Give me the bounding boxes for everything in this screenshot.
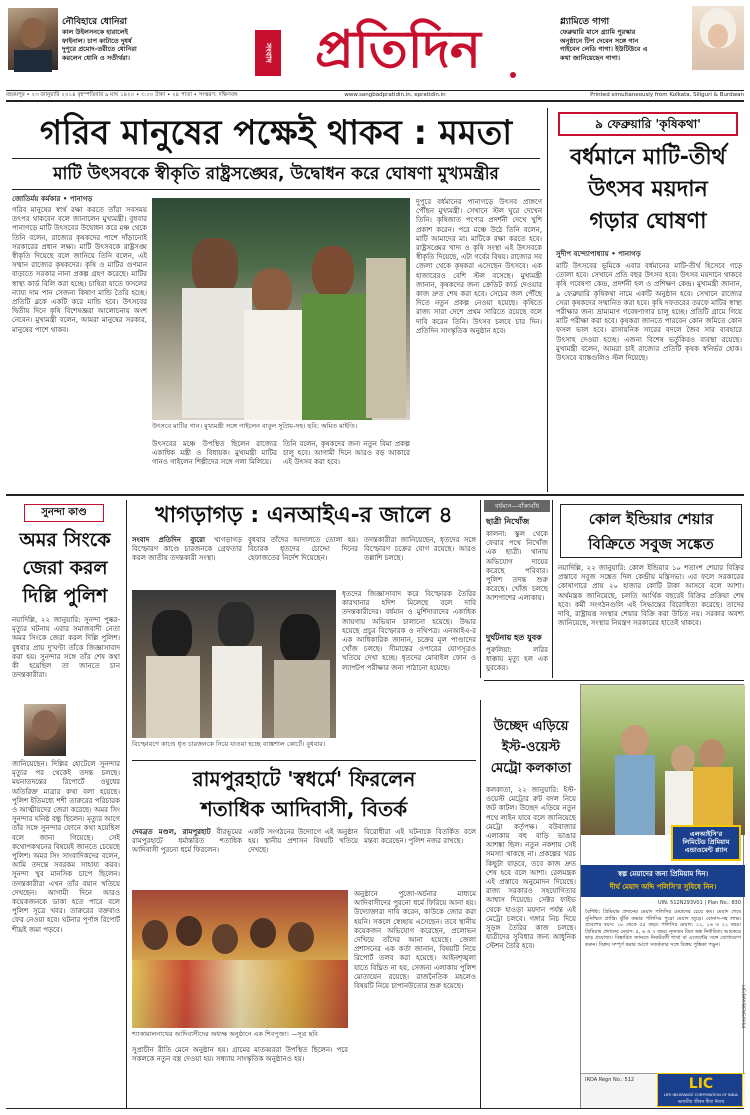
sunanda-body: নয়াদিল্লি, ২২ জানুয়ারি: সুনন্দা পুষ্কর-মৃত্যুর ঘটনায় এবার সমাজবাদী নেতা অমর সিংকে জেরা করল দিল্লি পুলিশ। বুধবার প্রায় দু'ঘণ্টা তাঁকে জিজ্ঞাসাবাদ করা হয়। সুনন্দার সঙ্গে তাঁর শেষ কথা কী হয়েছিল তা জানতে চান তদন্তকারীরা। [12, 616, 120, 680]
right-lead-headline [552, 142, 744, 242]
sunanda-body-cont: জানিয়েছেন। দিল্লির হোটেলে সুনন্দার মৃত্যুর পর থেকেই তদন্ত চলছে। ময়নাতদন্তের রিপোর্টে ওষুধের অতিরিক্ত মাত্রার কথা বলা হয়েছে। পুলিশ ইতিমধ্যে শশী তারুরের পরিচারক ও আত্মীয়দের জেরা করেছে। অমর সিং সুনন্দার ঘনিষ্ঠ বন্ধু ছিলেন। মৃত্যুর আগে তাঁর সঙ্গে সুনন্দার ফোনে কথা হয়েছিল বলে জানা গিয়েছে। সেই কথোপকথনের বিষয়েই জানতে চেয়েছে পুলিশ। অমর সিং সাংবাদিকদের বলেন, আমি তদন্তে সবরকম সাহায্য করব। সুনন্দা খুব মানসিক চাপে ছিলেন। তদন্তকারীরা এখন তাঁর বয়ান খতিয়ে দেখছেন। আগামী দিনে আরও কয়েকজনকে ডাকা হতে পারে বলে পুলিশ সূত্রে খবর। তারুরের বক্তব্যও ফের নেওয়া হবে। ঘটনার পূর্ণাঙ্গ রিপোর্ট শীঘ্রই জমা পড়বে। [12, 760, 120, 934]
masthead [0, 0, 750, 100]
metro-headline-line: উচ্ছেদ এড়িয়ে [493, 719, 569, 734]
column-divider [552, 500, 553, 678]
right-promo-text [560, 28, 690, 72]
rampurhat-body-col3: বিরোধীরা এই ঘটনাকে বিতর্কিত বলে মন্তব্য করেছেন। পুলিশ নজর রাখছে। [364, 828, 476, 846]
lead-body-col1: গরিব মানুষের স্বার্থ রক্ষা করতে তাঁরা সবসময় তৎপর থাকবেন বলে জানালেন মুখ্যমন্ত্রী। বুধবার পানাগড়ে মাটি উৎসবের উদ্বোধন করে মঞ্চ থেকে তিনি বলেন, রাজ্যের কৃষকদের পাশে দাঁড়ানোই সরকারের প্রধান লক্ষ্য। মাটি উৎসবকে রাষ্ট্রসঙ্ঘ স্বীকৃতি দিয়েছে বলে জানিয়ে তিনি বলেন, এই সম্মান রাজ্যের কৃষকদের। কৃষি ও মাটির গুণমান বাড়াতে সরকার নানা প্রকল্প গ্রহণ করেছে। মাটির স্বাস্থ্য কার্ড বিলি করা হচ্ছে। চাষিরা যাতে ফসলের ন্যায্য দাম পান সেজন্য কিষাণ মান্ডি তৈরি হচ্ছে। প্রতিটি ব্লকে একটি করে মান্ডি হবে। উৎসবের দ্বিতীয় দিনে কৃষি বিশেষজ্ঞরা আলোচনায় অংশ নেবেন। মুখ্যমন্ত্রী বলেন, আমরা মানুষের সরকার, মানুষের পাশে থাকব। [12, 206, 147, 334]
column-divider [480, 700, 481, 1108]
dateline: বহরমপুর • ২৩ জানুয়ারি ২০১৪ বৃহস্পতিবার ৯ মাঘ ১৪২০ • ৩.০০ টাকা • ২৪ পাতা • সংস্করণ: দক্ষিণবঙ্গ [6, 92, 238, 98]
ad-banner [581, 865, 745, 897]
rampurhat-body-col4: অনুষ্ঠানে পুজো-অর্চনার মাধ্যমে আদিবাসীদের পুরনো ধর্মে ফিরিয়ে আনা হয়। উদ্যোক্তারা দাবি করেন, কাউকে জোর করা হয়নি। সকলে স্বেচ্ছায় এসেছেন। তবে স্থানীয় কয়েকজন অভিযোগ করেছেন, প্রলোভন দেখিয়ে তাঁদের আনা হয়েছে। জেলা প্রশাসনের এক কর্তা জানান, বিষয়টি নিয়ে রিপোর্ট তলব করা হয়েছে। আইনশৃঙ্খলা যাতে বিঘ্নিত না হয়, সেজন্য এলাকায় পুলিশ মোতায়েন রয়েছে। রাজনৈতিক মহলেও বিষয়টি নিয়ে চাপানউতোর শুরু হয়েছে। [354, 890, 476, 991]
sunanda-headline-line: জেরা করল [22, 557, 108, 579]
brief2-title: দুর্ঘটনায় হত যুবক [486, 633, 542, 642]
printed-note: Printed simultaneously from Kolkata, Siliguri & Burdwan [590, 92, 744, 98]
rampurhat-photo [132, 890, 348, 1028]
brief1-body: কালনা: স্কুল থেকে ফেরার পথে নিখোঁজ এক ছাত্রী। থানায় অভিযোগ দায়ের করেছে পরিবার। পুলিশ তদন্ত শুরু করেছে। খোঁজ চলছে আশপাশের এলাকায়। [486, 530, 548, 603]
column-divider [547, 108, 548, 492]
right-lead-headline-line: উৎসব ময়দান [588, 177, 708, 202]
lead-subhead-rule-bottom [12, 189, 540, 190]
coal-india-body: নয়াদিল্লি, ২২ জানুয়ারি: কোল ইন্ডিয়ার ১০ শতাংশ শেয়ার বিক্রির প্রস্তাবে সবুজ সঙ্কেত দিল কেন্দ্রীয় মন্ত্রিসভা। এর ফলে সরকারের কোষাগারে প্রায় ২০ হাজার কোটি টাকা আসবে বলে আশা। অর্থমন্ত্রক জানিয়েছে, চলতি আর্থিক বছরেই বিক্রির প্রক্রিয়া শেষ হবে। কর্মী সংগঠনগুলি এই সিদ্ধান্তের বিরোধিতা করেছে। তাদের দাবি, রাষ্ট্রায়ত্ত সংস্থার শেয়ার বিক্রি করা উচিত নয়। সরকার অবশ্য জানিয়েছে, সংস্থার নিয়ন্ত্রণ সরকারের হাতেই থাকবে। [558, 564, 744, 628]
ad-family-photo [581, 685, 745, 835]
right-lead-headline-line: গড়ার ঘোষণা [589, 209, 707, 234]
lic-logo-full: LIFE INSURANCE CORPORATION OF INDIA [664, 1093, 738, 1097]
right-promo-line: গাইবেন লেডি গাগা। ইউটিউবে এ [560, 45, 648, 53]
dhoni-photo [8, 8, 58, 70]
khagragarh-body-col4: ধৃতদের জিজ্ঞাসাবাদ করে বিস্ফোরক তৈরির কারখানার হদিশ মিলেছে বলে দাবি তদন্তকারীদের। বর্ধমান ও মুর্শিদাবাদের একাধিক জায়গায় অভিযান চালানো হয়েছে। উদ্ধার হয়েছে প্রচুর বিস্ফোরক ও নথিপত্র। এনআইএ-র এক আধিকারিক জানান, চক্রের মূল পাণ্ডাদের খোঁজ চলছে। সীমান্তের ওপারের যোগসূত্রও খতিয়ে দেখা হচ্ছে। ধৃতদের মোবাইল ফোন ও ল্যাপটপ পরীক্ষার জন্য পাঠানো হয়েছে। [342, 590, 476, 672]
newspaper-title: প্রতিদিন [315, 20, 481, 80]
page-bottom-rule [6, 1108, 744, 1109]
lead-body-col2: উৎসবের মঞ্চে উপস্থিত ছিলেন রাজ্যের একাধিক মন্ত্রী ও বিধায়ক। মুখ্যমন্ত্রী মাটির গানও গাইলেন শিল্পীদের সঙ্গে গলা মিলিয়ে। [152, 440, 277, 467]
left-promo-line: ফাইনাল। চাপ কাটাতে দুধর্ষ [62, 36, 132, 45]
khagragarh-headline: খাগড়াগড় : এনআইএ-র জালে ৪ [155, 503, 453, 528]
sunanda-headline [10, 526, 120, 612]
lic-logo-bengali: ভারতীয় জীবন বীমা নিগম [677, 1100, 725, 1105]
right-promo-kicker: গ্ল্যামিতে গাগা [560, 17, 610, 27]
khagragarh-body-col1: সংবাদ প্রতিদিন ব্যুরো খাগড়াগড় বিস্ফোরণ কাণ্ডে চারজনকে গ্রেফতার করল জাতীয় তদন্তকারী সংস্থা। [132, 536, 242, 563]
metro-body: কলকাতা, ২২ জানুয়ারি: ইস্ট-ওয়েস্ট মেট্রোর রুট বদল নিয়ে জট কাটল। উচ্ছেদ এড়িয়ে নতুন পথে লাইন যাবে বলে জানিয়েছে মেট্রো কর্তৃপক্ষ। বউবাজার এলাকায় বহু বাড়ি ভাঙার আশঙ্কা ছিল। নতুন নকশায় সেই সমস্যা থাকছে না। প্রকল্পের খরচ কিছুটা বাড়বে, তবে কাজ দ্রুত শেষ হবে বলে আশা। রেলমন্ত্রক এই প্রস্তাবে অনুমোদন দিয়েছে। রাজ্য সরকারও সহযোগিতার আশ্বাস দিয়েছে। সেক্টর ফাইভ থেকে হাওড়া ময়দান পর্যন্ত এই মেট্রো চলবে। গঙ্গার নিচ দিয়ে সুড়ঙ্গ তৈরির কাজ চলছে। যাত্রীদের সুবিধার জন্য আধুনিক স্টেশন তৈরি হবে। [486, 786, 576, 951]
krishikatha-tag: ৯ ফেব্রুয়ারি 'কৃষিকথা' [558, 112, 738, 136]
brief1-title: ছাত্রী নিখোঁজ [486, 517, 530, 526]
khagragarh-body-col2: বুধবার তাঁদের আদালতে তোলা হয়। বিচারক ধৃতদের চোদ্দো দিনের হেফাজতের নির্দেশ দিয়েছেন। [248, 536, 358, 563]
section-rule [484, 680, 744, 681]
amar-singh-photo [24, 704, 66, 756]
lead-photo-caption: উৎসবে মাটির গান। মুখ্যমন্ত্রী সঙ্গে গাইলেন বাবুল সুপ্রিয়-সহ। ছবি: অমিত মাইতি। [152, 422, 358, 430]
metro-headline [484, 716, 578, 782]
khagragarh-body-col3: তদন্তকারীরা জানিয়েছেন, ধৃতদের সঙ্গে বিস্ফোরণ চক্রের যোগ রয়েছে। আরও তল্লাশি চলছে। [364, 536, 476, 563]
ad-side-code: LIC/DAY/BENG/9/14 [740, 985, 745, 1029]
rampurhat-headline-line: রামপুরহাটে 'স্বধর্মে' ফিরলেন [192, 767, 416, 791]
ad-banner-line: স্বল্প মেয়াদের জন্য প্রিমিয়াম দিন। [617, 870, 709, 878]
left-promo-line: দুপুরে প্রমোদ-তরীতে ধোনিরা [62, 45, 137, 53]
website: www.sangbadpratidin.in, epratidin.in [344, 92, 446, 98]
lead-subhead: মাটি উৎসবকে স্বীকৃতি রাষ্ট্রসঙ্ঘের, উদ্বোধন করে ঘোষণা মুখ্যমন্ত্রীর [53, 164, 499, 184]
lic-logo [657, 1073, 743, 1107]
side-text-badge: সংবাদ [255, 30, 281, 76]
ad-fine-print: বৈশিষ্ট্য: প্রিমিয়াম প্রদানের মেয়াদ পলিসির মেয়াদের চেয়ে কম। মেয়াদ শেষে সুনিশ্চিত প্রাপ্তি। ঝুঁকি কভার পলিসির পুরো মেয়াদ জুড়ে। বোনাস-সহ লাভ। প্রবেশের বয়স: ১৮ থেকে ৫৫ বছর। পলিসির মেয়াদ: ১২, ১৬ ও ২১ বছর। প্রিমিয়াম প্রদানের মেয়াদ: ৫, ৬ ও ৭ বছর। ন্যূনতম বিমা অঙ্ক নির্ধারিত। আয়করে ছাড় প্রযোজ্য। বিস্তারিত জানতে নিকটবর্তী শাখা বা এজেন্টের সঙ্গে যোগাযোগ করুন। বিক্রয় সম্পূর্ণ করার আগে সতর্কতার সঙ্গে বিক্রয় পুস্তিকা পড়ুন। [585, 909, 741, 948]
rampurhat-body-col2: একটি সংগঠনের উদ্যোগে এই অনুষ্ঠান হয়। স্থানীয় প্রশাসন বিষয়টি খতিয়ে দেখছে। [248, 828, 358, 855]
right-lead-headline-line: বর্ধমানে মাটি-তীর্থ [570, 145, 726, 170]
khagragarh-photo [132, 590, 336, 738]
coal-india-headline-line: বিক্রিতে সবুজ সঙ্কেত [588, 535, 714, 553]
ad-irda: IRDA Regn No.: 512 [585, 1077, 635, 1083]
left-promo-line: করলেন ধোনি ও সতীর্থরা। [62, 53, 130, 62]
rampurhat-body-col1: দেবব্রত মণ্ডল, রামপুরহাট বীরভূমের রামপুরহাটে ধর্মান্তরিত শতাধিক আদিবাসী পুরনো ধর্মে ফিরলেন। [132, 828, 243, 855]
lead-subhead-rule [12, 158, 540, 159]
sunanda-tag: সুনন্দা কাণ্ড [24, 504, 104, 522]
ad-uin: UIN: 512N293V01 | Plan No.: 830 [658, 900, 741, 906]
lead-headline: গরিব মানুষের পক্ষেই থাকব : মমতা [39, 113, 513, 153]
lead-byline: জোতিৰ্ময় কর্মকার • পানাগড় [12, 195, 93, 203]
gaga-photo [692, 6, 744, 70]
rampurhat-byline: দেবব্রত মণ্ডল, রামপুরহাট [132, 828, 211, 836]
khagragarh-byline: সংবাদ প্রতিদিন ব্যুরো [132, 536, 205, 544]
ad-banner-line: দীর্ঘ মেয়াদ অব্দি পলিসি'র সুবিধে নিন। [609, 883, 717, 891]
logo-dot [510, 72, 516, 78]
right-lead-byline: সুদীপ বন্দ্যোপাধ্যায় • পানাগড় [556, 250, 641, 258]
left-promo-line: কাল উইলসনকে হারালেই [62, 28, 129, 36]
sunanda-headline-line: অমর সিংকে [19, 529, 111, 551]
lead-body-col4: দুপুরে বর্ধমানের পানাগড়ে উৎসব প্রাঙ্গণে পৌঁছন মুখ্যমন্ত্রী। সেখানে স্টল ঘুরে দেখেন তিনি। কৃষিজাত পণ্যের প্রদর্শনী দেখে খুশি প্রকাশ করেন। পরে মঞ্চে উঠে তিনি বলেন, মাটি আমাদের মা। মাটিকে রক্ষা করতে হবে। রাষ্ট্রসঙ্ঘের খাদ্য ও কৃষি সংস্থা এই উৎসবকে স্বীকৃতি দিয়েছে, এটা গর্বের বিষয়। রাজ্যের সব জেলা থেকে কৃষকরা এসেছেন উৎসবে। এক হাজারেরও বেশি স্টল বসেছে। মুখ্যমন্ত্রী জানান, কৃষকদের জন্য ক্রেডিট কার্ড দেওয়ার কাজ দ্রুত শেষ করা হবে। সেচের জল পৌঁছে দিতে নতুন প্রকল্প নেওয়া হয়েছে। কৃষিতে রাজ্য সারা দেশে প্রথম সারিতে রয়েছে বলে দাবি করেন তিনি। উৎসব চলবে চার দিন। প্রতিদিন সাংস্কৃতিক অনুষ্ঠান হবে। [416, 198, 542, 335]
lic-advertisement [580, 684, 744, 1108]
khagragarh-photo-caption: বিস্ফোরণে কাণ্ডে ধৃত চারজনকে নিয়ে যাওয়া হচ্ছে ব্যাঙ্কশাল কোর্টে। বুধবার। [132, 740, 326, 748]
lic-logo-name: LIC [688, 1076, 714, 1092]
brief-section-label: বর্ধমান—বাঁকাবাঁধ [484, 500, 550, 512]
section-rule [6, 494, 744, 496]
right-lead-body: মাটি উৎসবের ভূমিকে এবার বর্ধমানের মাটি-তীর্থ হিসেবে গড়ে তোলা হবে। সেখানে প্রতি বছর উৎসব হবে। উৎসব ময়দানে থাকবে কৃষি গবেষণা কেন্দ্র, প্রদর্শনী হল ও প্রশিক্ষণ কেন্দ্র। মুখ্যমন্ত্রী জানান, ৯ ফেব্রুয়ারি কৃষিকথা নামে একটি অনুষ্ঠান হবে। সেখানে রাজ্যের সেরা কৃষকদের সম্মানিত করা হবে। কৃষি দফতরের তরফে মাটির স্বাস্থ্য পরীক্ষার জন্য ভ্রাম্যমাণ গবেষণাগার চালু হচ্ছে। প্রতিটি গ্রামে গিয়ে মাটি পরীক্ষা করা হবে। কৃষকরা জানতে পারবেন কোন জমিতে কোন ফসল ভাল হবে। রাসায়নিক সারের বদলে জৈব সার ব্যবহারে উৎসাহ দেওয়া হচ্ছে। এজন্য বিশেষ ভর্তুকিরও ব্যবস্থা রয়েছে। মুখ্যমন্ত্রী বলেন, আমরা চাই রাজ্যের প্রতিটি কৃষক স্বনির্ভর হোক। উৎসবে ব্যাঙ্কগুলিও স্টল দিয়েছে। [556, 262, 742, 363]
lead-body-col3: তিনি বলেন, কৃষকদের জন্য নতুন বিমা প্রকল্প চালু হবে। আগামী দিনে আরও বড় আকারে এই উৎসব করা হবে। [283, 440, 410, 467]
section-rule [132, 760, 476, 761]
left-promo-kicker: নৌবিহারে ধোনিরা [62, 17, 128, 27]
rampurhat-headline [132, 764, 476, 824]
masthead-bottom-rule [6, 100, 744, 102]
sunanda-headline-line: দিল্লি পুলিশ [22, 585, 108, 607]
coal-india-headline [560, 504, 742, 558]
rampurhat-body-col5: সুপ্রাচীন রীতি মেনে অনুষ্ঠান হয়। গ্রামের মাতব্বররা উপস্থিত ছিলেন। পরে সকলকে নতুন বস্ত্র দেওয়া হয়। সন্ধ্যায় সাংস্কৃতিক অনুষ্ঠানও হয়। [132, 1046, 348, 1064]
lead-photo [152, 198, 410, 420]
right-promo-line: কথা জানিয়েছেন গাগা। [560, 53, 621, 62]
brief2-body: পুরুলিয়া: লরির ধাক্কায় মৃত্যু হল এক যুবকের। [486, 646, 548, 673]
left-promo-text [62, 28, 252, 72]
column-divider [480, 500, 481, 678]
rampurhat-photo-caption: শ্যাকামালনাথের আদিবাসীদের অধ্যক্ষ অনুষ্ঠানে এক শিবপুজা। —সূত্র ছবি [132, 1030, 318, 1038]
rampurhat-headline-line: শতাধিক আদিবাসী, বিতর্ক [200, 797, 408, 821]
coal-india-headline-line: কোল ইন্ডিয়ার শেয়ার [588, 510, 714, 528]
column-divider [126, 500, 127, 1108]
right-promo-line: ফেব্রুয়ারি মাসে গ্র্যামি পুরস্কার [560, 28, 636, 36]
metro-headline-line: ইস্ট-ওয়েস্ট [501, 740, 561, 755]
metro-headline-line: মেট্রো কলকাতা [490, 761, 572, 776]
right-promo-line: অনুষ্ঠানে টিপ দেবেন সঙ্গে গান [560, 36, 639, 45]
ad-plan-badge: এলআইসি'র লিমিটেড প্রিমিয়াম এন্ডাওমেন্ট প্ল্যান [671, 825, 741, 861]
